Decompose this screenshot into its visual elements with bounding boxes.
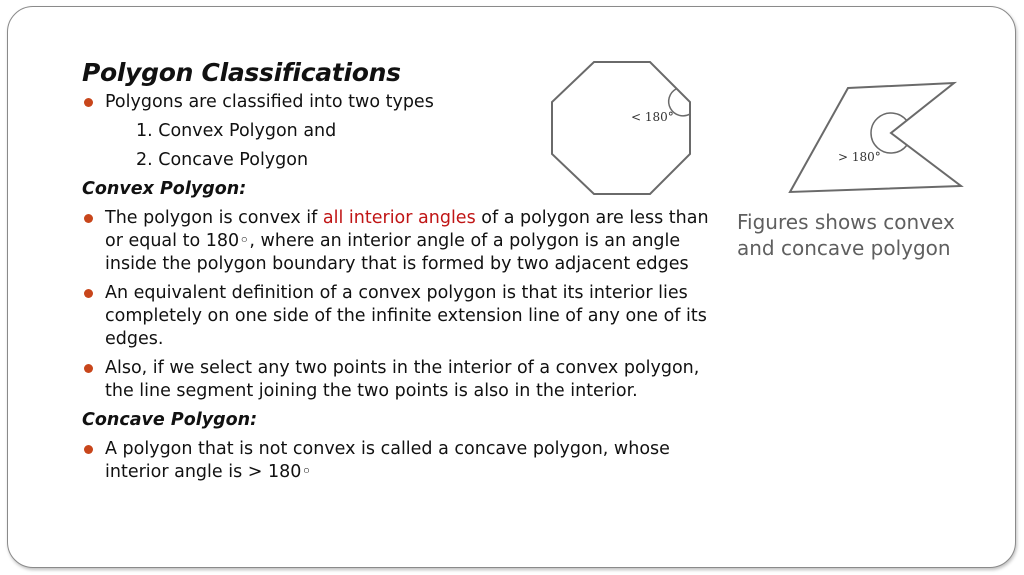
bullet-dot — [84, 289, 93, 298]
bullet-text: A polygon that is not convex is called a concave polygon, whose interior angle is > 180◦ — [105, 439, 670, 482]
bullet-convex-segment — [82, 357, 722, 403]
bullet-dot — [84, 445, 93, 454]
bullet-concave-definition — [82, 438, 722, 484]
bullet-text: Polygons are classified into two types — [105, 92, 434, 112]
concave-angle-label: > 180° — [838, 150, 881, 164]
convex-angle-label: < 180° — [631, 110, 674, 124]
bullet-text-end: of a polygon are less than or equal to 180◦, where an interior angle of a polygon is an angle inside the polygon boundary that is formed by two adjacent edges — [105, 208, 709, 274]
slide-title: Polygon Classifications — [82, 58, 401, 87]
concave-heading: Concave Polygon: — [82, 410, 258, 430]
concave-shape — [790, 83, 961, 192]
convex-heading: Convex Polygon: — [82, 179, 247, 199]
concave-angle-arc — [871, 113, 907, 153]
bullet-dot — [84, 98, 93, 107]
bullet-dot — [84, 214, 93, 223]
bullet-convex-definition — [82, 207, 722, 276]
octagon-shape — [552, 62, 690, 194]
bullet-convex-equivalent — [82, 282, 722, 351]
highlight-text: all interior angles — [322, 208, 476, 228]
type-item-concave: 2. Concave Polygon — [136, 150, 309, 170]
convex-polygon-figure — [548, 58, 694, 198]
concave-polygon-figure — [786, 78, 966, 198]
type-item-convex: 1. Convex Polygon and — [136, 121, 337, 141]
bullet-text: An equivalent definition of a convex polygon is that its interior lies completely on one side of the infinite extension line of any one of its edges. — [105, 283, 707, 349]
bullet-text-start: The polygon is convex if — [105, 208, 323, 228]
bullet-dot — [84, 364, 93, 373]
bullet-text: Also, if we select any two points in the interior of a convex polygon, the line segment joining the two points is also in the interior. — [105, 358, 700, 401]
figure-caption: Figures shows convex and concave polygon — [737, 210, 955, 260]
